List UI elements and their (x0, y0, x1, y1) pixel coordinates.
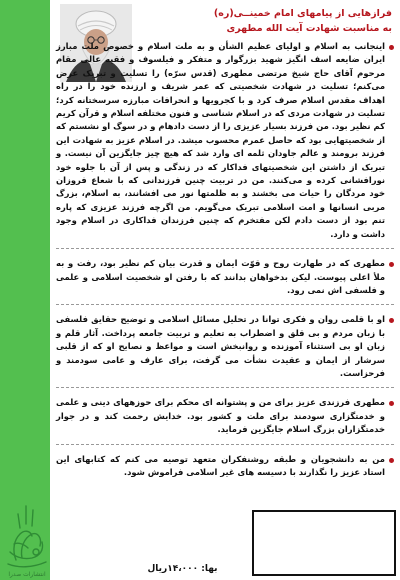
bullet-icon (389, 401, 394, 406)
publisher-name: انتشارات صدرا (8, 571, 46, 578)
quote-paragraph (56, 396, 394, 444)
header-title: فرازهایی از پیامهای امام خمینــی(ره) (213, 8, 392, 19)
quote-text: من به دانشجویان و طبقه روشنفکران متعهد توصیه می کنم که کتابهای این استاد عزیز را نگذارند با دسیسه های غیر اسلامی فراموش شود. (56, 453, 385, 477)
header-subtitle: به مناسبت شهادت آیت الله مطهری (226, 23, 392, 34)
green-side-bar (0, 0, 50, 580)
price-label: بها: ۱۴،۰۰۰ریال (147, 564, 218, 574)
quote-paragraph (56, 313, 394, 388)
quote-paragraph (56, 40, 394, 249)
quotes-list (56, 40, 394, 494)
quote-text: مطهری فرزندی عزیز برای من و پشتوانه ای محکم برای حوزههای دینی و علمی و خدمتگزاری سودمند برای ملت و کشور بود. خدایش رحمت کند و در جوار خدمتگزاران بزرگ اسلام جایگزین فرماید. (56, 397, 385, 435)
bullet-icon (389, 45, 394, 50)
bullet-icon (389, 262, 394, 267)
quote-paragraph (56, 453, 394, 487)
quote-text: مطهری که در طهارت روح و قوّت ایمان و قدرت بیان کم نظیر بود، رفت و به ملأ اعلی پیوست. لیکن بدخواهان بدانند که با رفتن او شخصیت اسلامی و علمی و فلسفی اش نمی رود. (56, 258, 385, 295)
publisher-logo (2, 494, 52, 574)
quote-paragraph (56, 257, 394, 305)
quote-text: اینجانب به اسلام و اولیای عظیم الشأن و به ملت اسلام و خصوص ملت مبارز ایران ضایعه اسف انگیز شهید بزرگوار و متفکر و فیلسوف و فقیه عالی مقام مرحوم آقای حاج شیخ مرتضی مطهری (قدس سرّه) را تسلیت و تبریک عرض می‌کنم؛ تسلیت در شهادت شخصیتی که عمر شریف و ارزنده خود را در راه اهداف مقدس اسلام صرف کرد و با کجرویها و انحرافات مبارزه سرسختانه کرد؛ تسلیت در شهادت مردی که در اسلام شناسی و فنون مختلفه اسلام و قرآن کریم کم نظیر بود. من فرزند بسیار عزیزی را از دست دادهام و در سوگ او نشستم که از شخصیتهایی بود که حاصل عمرم محسوب میشد. در اسلام عزیز به شهادت این فرزند برومند و عالم جاودان ثلمه ای وارد شد که هیچ چیز جایگزین آن نیست. و تبریک از داشتن این شخصیتهای فداکار که در زندگی و پس از آن با جلوه خود نورافشانی کرده و می‌کنند. من در تربیت چنین فرزندانی که با شعاع فروزان خود مردگان را حیات می بخشند و به ظلمتها نور می افشانند، به اسلام، بزرگ مربی انسانها و امت اسلامی تبریک می‌گویم. من اگرچه فرزند عزیزی که پاره تنم بود از دست دادم لکن مفتخرم که چنین فرزندان فداکاری در اسلام وجود داشت و دارد. (56, 41, 385, 239)
bullet-icon (389, 318, 394, 323)
bullet-icon (389, 458, 394, 463)
blank-box (252, 510, 396, 576)
quote-text: او با قلمی روان و فکری توانا در تحلیل مسائل اسلامی و توضیح حقایق فلسفی با زبان مردم و بی قلق و اضطراب به تعلیم و تربیت جامعه پرداخت. آثار قلم و زبان او بی استثناء آموزنده و روانبخش است و مواعظ و نصایح او که از قلبی سرشار از ایمان و عقیدت نشأت می گرفت، برای عارف و عامی سودمند و فرحزاست. (56, 314, 385, 378)
